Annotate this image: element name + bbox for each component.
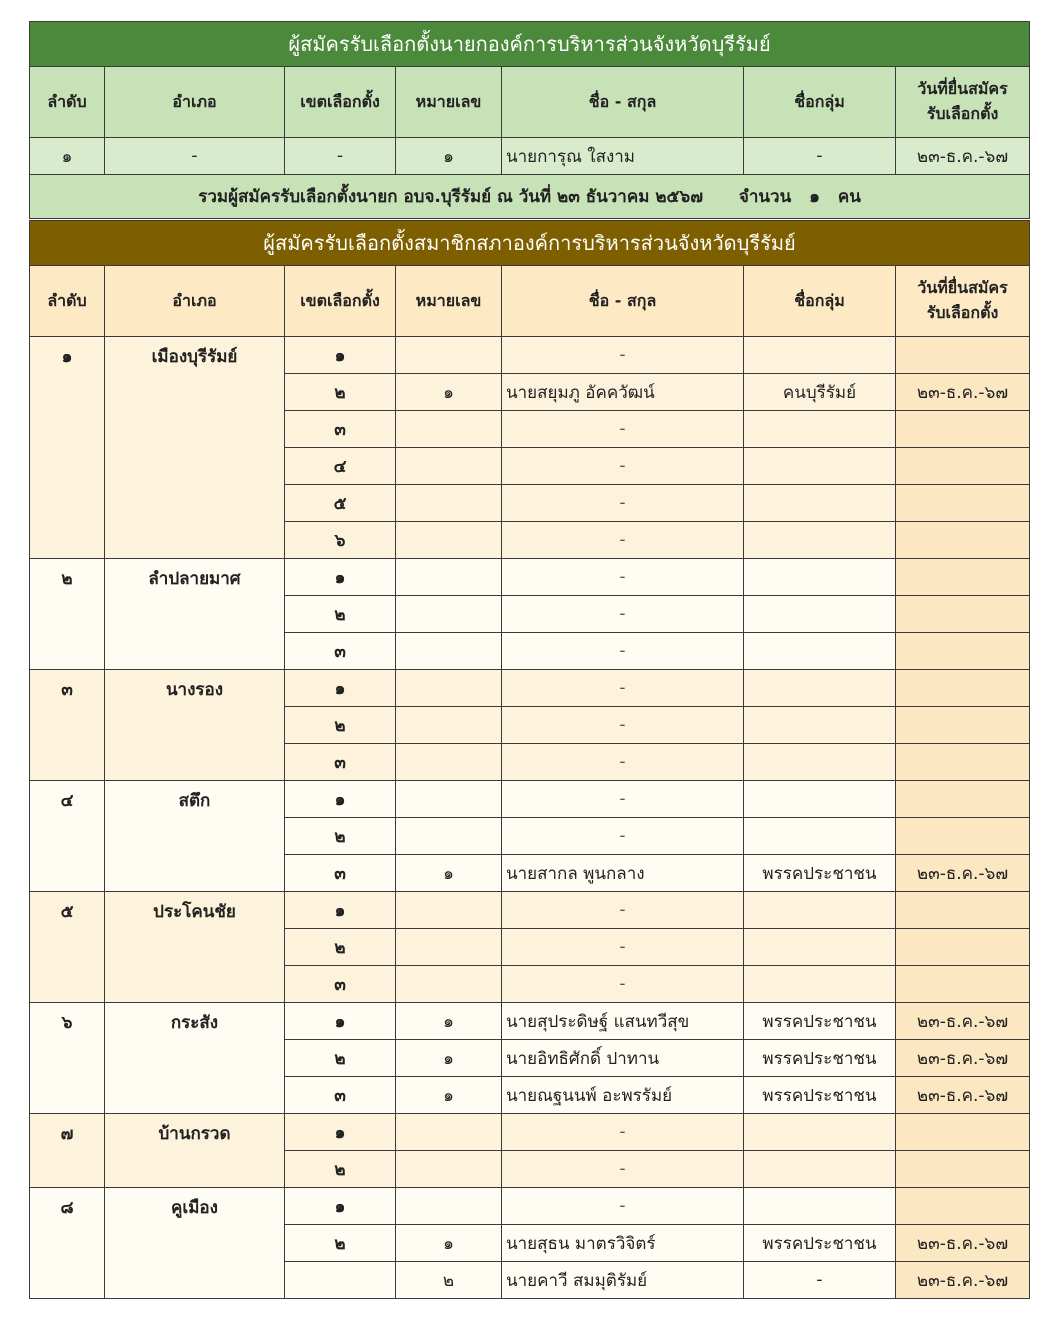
- cell-party: [744, 485, 896, 522]
- cell-name: นายณฐนนพ์ อะพรรัมย์: [502, 1077, 744, 1114]
- cell-name: -: [502, 929, 744, 966]
- cell-date: ๒๓-ธ.ค.-๖๗: [896, 374, 1030, 411]
- cell-name: -: [502, 596, 744, 633]
- cell-party: [744, 670, 896, 707]
- cell-party: [744, 1151, 896, 1188]
- cell-name: นายอิทธิศักดิ์ ปาทาน: [502, 1040, 744, 1077]
- cell-date: [896, 633, 1030, 670]
- summary-text: รวมผู้สมัครรับเลือกตั้งนายก อบจ.บุรีรัมย์ ณ วันที่ ๒๓ ธันวาคม ๒๕๖๗: [198, 187, 703, 207]
- table-row: [30, 781, 1030, 818]
- cell-zone: ๒: [285, 818, 396, 855]
- cell-date: ๒๓-ธ.ค.-๖๗: [896, 1262, 1030, 1299]
- cell-name: -: [502, 707, 744, 744]
- cell-date: ๒๓-ธ.ค.-๖๗: [896, 1040, 1030, 1077]
- cell-party: [744, 633, 896, 670]
- col-header-date-line1: วันที่ยื่นสมัคร: [917, 79, 1008, 98]
- district-group: [30, 892, 1030, 1003]
- mayor-summary: [30, 175, 1030, 219]
- cell-number: ๑: [396, 855, 502, 892]
- cell-zone: ๕: [285, 485, 396, 522]
- cell-party: [744, 744, 896, 781]
- cell-name: -: [502, 966, 744, 1003]
- cell-date: [896, 1188, 1030, 1225]
- cell-zone: ๓: [285, 855, 396, 892]
- cell-district: ประโคนชัย: [105, 892, 285, 1003]
- cell-date: [896, 485, 1030, 522]
- cell-number: ๑: [396, 1040, 502, 1077]
- district-group: [30, 1003, 1030, 1114]
- cell-number: [396, 707, 502, 744]
- cell-name: -: [502, 781, 744, 818]
- cell-party: [744, 929, 896, 966]
- cell-zone: ๓: [285, 1077, 396, 1114]
- col-header-district: อำเภอ: [105, 67, 285, 138]
- cell-zone: [285, 1262, 396, 1299]
- cell-zone: ๑: [285, 559, 396, 596]
- cell-name: -: [502, 337, 744, 374]
- col-header-number: หมายเลข: [396, 266, 502, 337]
- district-group: [30, 1188, 1030, 1299]
- cell-name: -: [502, 1151, 744, 1188]
- cell-name: นายการุณ ใสงาม: [502, 138, 744, 175]
- cell-name: -: [502, 559, 744, 596]
- table-row: [30, 1114, 1030, 1151]
- cell-number: [396, 744, 502, 781]
- cell-zone: ๑: [285, 1003, 396, 1040]
- cell-zone: ๒: [285, 1225, 396, 1262]
- col-header-order: ลำดับ: [30, 266, 105, 337]
- cell-order: ๘: [30, 1188, 105, 1299]
- table-row: [30, 1003, 1030, 1040]
- cell-number: [396, 485, 502, 522]
- cell-order: ๗: [30, 1114, 105, 1188]
- cell-date: ๒๓-ธ.ค.-๖๗: [896, 138, 1030, 175]
- cell-number: ๑: [396, 374, 502, 411]
- cell-name: -: [502, 448, 744, 485]
- cell-zone: ๔: [285, 448, 396, 485]
- cell-zone: ๑: [285, 892, 396, 929]
- council-table-header: [30, 266, 1030, 337]
- cell-district: คูเมือง: [105, 1188, 285, 1299]
- cell-party: [744, 596, 896, 633]
- council-candidates-table: [29, 220, 1030, 1299]
- cell-order: ๓: [30, 670, 105, 781]
- cell-zone: ๒: [285, 1151, 396, 1188]
- cell-date: ๒๓-ธ.ค.-๖๗: [896, 1077, 1030, 1114]
- cell-party: [744, 411, 896, 448]
- col-header-date-line2: รับเลือกตั้ง: [926, 104, 999, 123]
- cell-party: พรรคประชาชน: [744, 1225, 896, 1262]
- cell-number: [396, 633, 502, 670]
- cell-date: [896, 818, 1030, 855]
- district-group: [30, 337, 1030, 559]
- col-header-date: [896, 266, 1030, 337]
- cell-name: -: [502, 670, 744, 707]
- cell-number: ๑: [396, 1003, 502, 1040]
- cell-zone: ๑: [285, 781, 396, 818]
- cell-name: -: [502, 485, 744, 522]
- cell-number: [396, 411, 502, 448]
- cell-date: ๒๓-ธ.ค.-๖๗: [896, 1003, 1030, 1040]
- cell-date: [896, 966, 1030, 1003]
- cell-order: ๒: [30, 559, 105, 670]
- summary-count: ๑: [809, 187, 820, 207]
- cell-name: นายสากล พูนกลาง: [502, 855, 744, 892]
- cell-zone: ๓: [285, 966, 396, 1003]
- cell-date: [896, 781, 1030, 818]
- cell-name: -: [502, 1114, 744, 1151]
- cell-number: [396, 892, 502, 929]
- cell-number: [396, 1188, 502, 1225]
- cell-order: ๕: [30, 892, 105, 1003]
- cell-zone: ๓: [285, 411, 396, 448]
- cell-number: [396, 448, 502, 485]
- cell-number: ๒: [396, 1262, 502, 1299]
- cell-zone: ๒: [285, 596, 396, 633]
- district-group: [30, 670, 1030, 781]
- cell-party: -: [744, 1262, 896, 1299]
- cell-party: [744, 1188, 896, 1225]
- cell-date: [896, 411, 1030, 448]
- cell-order: ๖: [30, 1003, 105, 1114]
- district-group: [30, 559, 1030, 670]
- cell-zone: ๒: [285, 707, 396, 744]
- cell-name: -: [502, 744, 744, 781]
- cell-number: [396, 818, 502, 855]
- cell-party: พรรคประชาชน: [744, 855, 896, 892]
- cell-name: นายคาวี สมมุติรัมย์: [502, 1262, 744, 1299]
- cell-name: -: [502, 522, 744, 559]
- cell-district: เมืองบุรีรัมย์: [105, 337, 285, 559]
- cell-district: -: [105, 138, 285, 175]
- cell-zone: ๑: [285, 337, 396, 374]
- cell-number: [396, 966, 502, 1003]
- col-header-district: อำเภอ: [105, 266, 285, 337]
- council-table-title: ผู้สมัครรับเลือกตั้งสมาชิกสภาองค์การบริหารส่วนจังหวัดบุรีรัมย์: [30, 221, 1030, 266]
- cell-date: ๒๓-ธ.ค.-๖๗: [896, 1225, 1030, 1262]
- cell-zone: -: [285, 138, 396, 175]
- cell-zone: ๓: [285, 633, 396, 670]
- cell-number: [396, 929, 502, 966]
- cell-number: [396, 781, 502, 818]
- cell-order: ๑: [30, 138, 105, 175]
- summary-count-label: จำนวน: [738, 187, 792, 207]
- cell-party: [744, 818, 896, 855]
- col-header-date-line2: รับเลือกตั้ง: [926, 303, 999, 322]
- cell-party: [744, 337, 896, 374]
- cell-zone: ๑: [285, 1188, 396, 1225]
- table-row: [30, 138, 1030, 175]
- cell-name: -: [502, 818, 744, 855]
- cell-number: [396, 670, 502, 707]
- cell-name: นายสุประดิษฐ์ แสนทวีสุข: [502, 1003, 744, 1040]
- mayor-table-title: ผู้สมัครรับเลือกตั้งนายกองค์การบริหารส่วนจังหวัดบุรีรัมย์: [30, 22, 1030, 67]
- cell-name: -: [502, 892, 744, 929]
- cell-date: ๒๓-ธ.ค.-๖๗: [896, 855, 1030, 892]
- cell-number: [396, 596, 502, 633]
- cell-date: [896, 929, 1030, 966]
- cell-date: [896, 670, 1030, 707]
- cell-date: [896, 559, 1030, 596]
- cell-date: [896, 744, 1030, 781]
- cell-party: พรรคประชาชน: [744, 1040, 896, 1077]
- cell-zone: ๒: [285, 374, 396, 411]
- cell-party: [744, 781, 896, 818]
- cell-party: [744, 707, 896, 744]
- cell-name: นายสยุมภู อัคควัฒน์: [502, 374, 744, 411]
- cell-date: [896, 1114, 1030, 1151]
- col-header-date-line1: วันที่ยื่นสมัคร: [917, 278, 1008, 297]
- cell-number: ๑: [396, 1225, 502, 1262]
- cell-zone: ๒: [285, 929, 396, 966]
- cell-name: -: [502, 633, 744, 670]
- table-row: [30, 670, 1030, 707]
- cell-number: [396, 522, 502, 559]
- cell-date: [896, 707, 1030, 744]
- cell-date: [896, 448, 1030, 485]
- cell-zone: ๑: [285, 1114, 396, 1151]
- cell-party: คนบุรีรัมย์: [744, 374, 896, 411]
- cell-date: [896, 1151, 1030, 1188]
- cell-date: [896, 337, 1030, 374]
- cell-order: ๑: [30, 337, 105, 559]
- cell-party: [744, 892, 896, 929]
- cell-zone: ๓: [285, 744, 396, 781]
- cell-district: บ้านกรวด: [105, 1114, 285, 1188]
- cell-party: พรรคประชาชน: [744, 1077, 896, 1114]
- cell-number: [396, 337, 502, 374]
- cell-party: [744, 522, 896, 559]
- cell-party: [744, 1114, 896, 1151]
- cell-district: ลำปลายมาศ: [105, 559, 285, 670]
- cell-party: พรรคประชาชน: [744, 1003, 896, 1040]
- cell-date: [896, 596, 1030, 633]
- col-header-zone: เขตเลือกตั้ง: [285, 67, 396, 138]
- cell-number: [396, 559, 502, 596]
- cell-date: [896, 522, 1030, 559]
- mayor-candidates-table: [29, 21, 1030, 219]
- cell-number: ๑: [396, 1077, 502, 1114]
- cell-party: -: [744, 138, 896, 175]
- col-header-party: ชื่อกลุ่ม: [744, 266, 896, 337]
- table-row: [30, 892, 1030, 929]
- summary-unit: คน: [837, 187, 861, 207]
- table-row: [30, 337, 1030, 374]
- cell-number: ๑: [396, 138, 502, 175]
- cell-number: [396, 1114, 502, 1151]
- mayor-table-header: [30, 67, 1030, 138]
- col-header-number: หมายเลข: [396, 67, 502, 138]
- cell-party: [744, 966, 896, 1003]
- district-group: [30, 1114, 1030, 1188]
- cell-number: [396, 1151, 502, 1188]
- cell-zone: ๖: [285, 522, 396, 559]
- cell-zone: ๑: [285, 670, 396, 707]
- cell-district: กระสัง: [105, 1003, 285, 1114]
- col-header-party: ชื่อกลุ่ม: [744, 67, 896, 138]
- cell-district: สตึก: [105, 781, 285, 892]
- col-header-order: ลำดับ: [30, 67, 105, 138]
- cell-party: [744, 448, 896, 485]
- cell-name: -: [502, 411, 744, 448]
- table-row: [30, 1188, 1030, 1225]
- cell-party: [744, 559, 896, 596]
- cell-name: นายสุธน มาตรวิจิตร์: [502, 1225, 744, 1262]
- cell-order: ๔: [30, 781, 105, 892]
- col-header-date: [896, 67, 1030, 138]
- district-group: [30, 781, 1030, 892]
- cell-district: นางรอง: [105, 670, 285, 781]
- col-header-name: ชื่อ - สกุล: [502, 67, 744, 138]
- cell-zone: ๒: [285, 1040, 396, 1077]
- col-header-name: ชื่อ - สกุล: [502, 266, 744, 337]
- cell-date: [896, 892, 1030, 929]
- cell-name: -: [502, 1188, 744, 1225]
- table-row: [30, 559, 1030, 596]
- col-header-zone: เขตเลือกตั้ง: [285, 266, 396, 337]
